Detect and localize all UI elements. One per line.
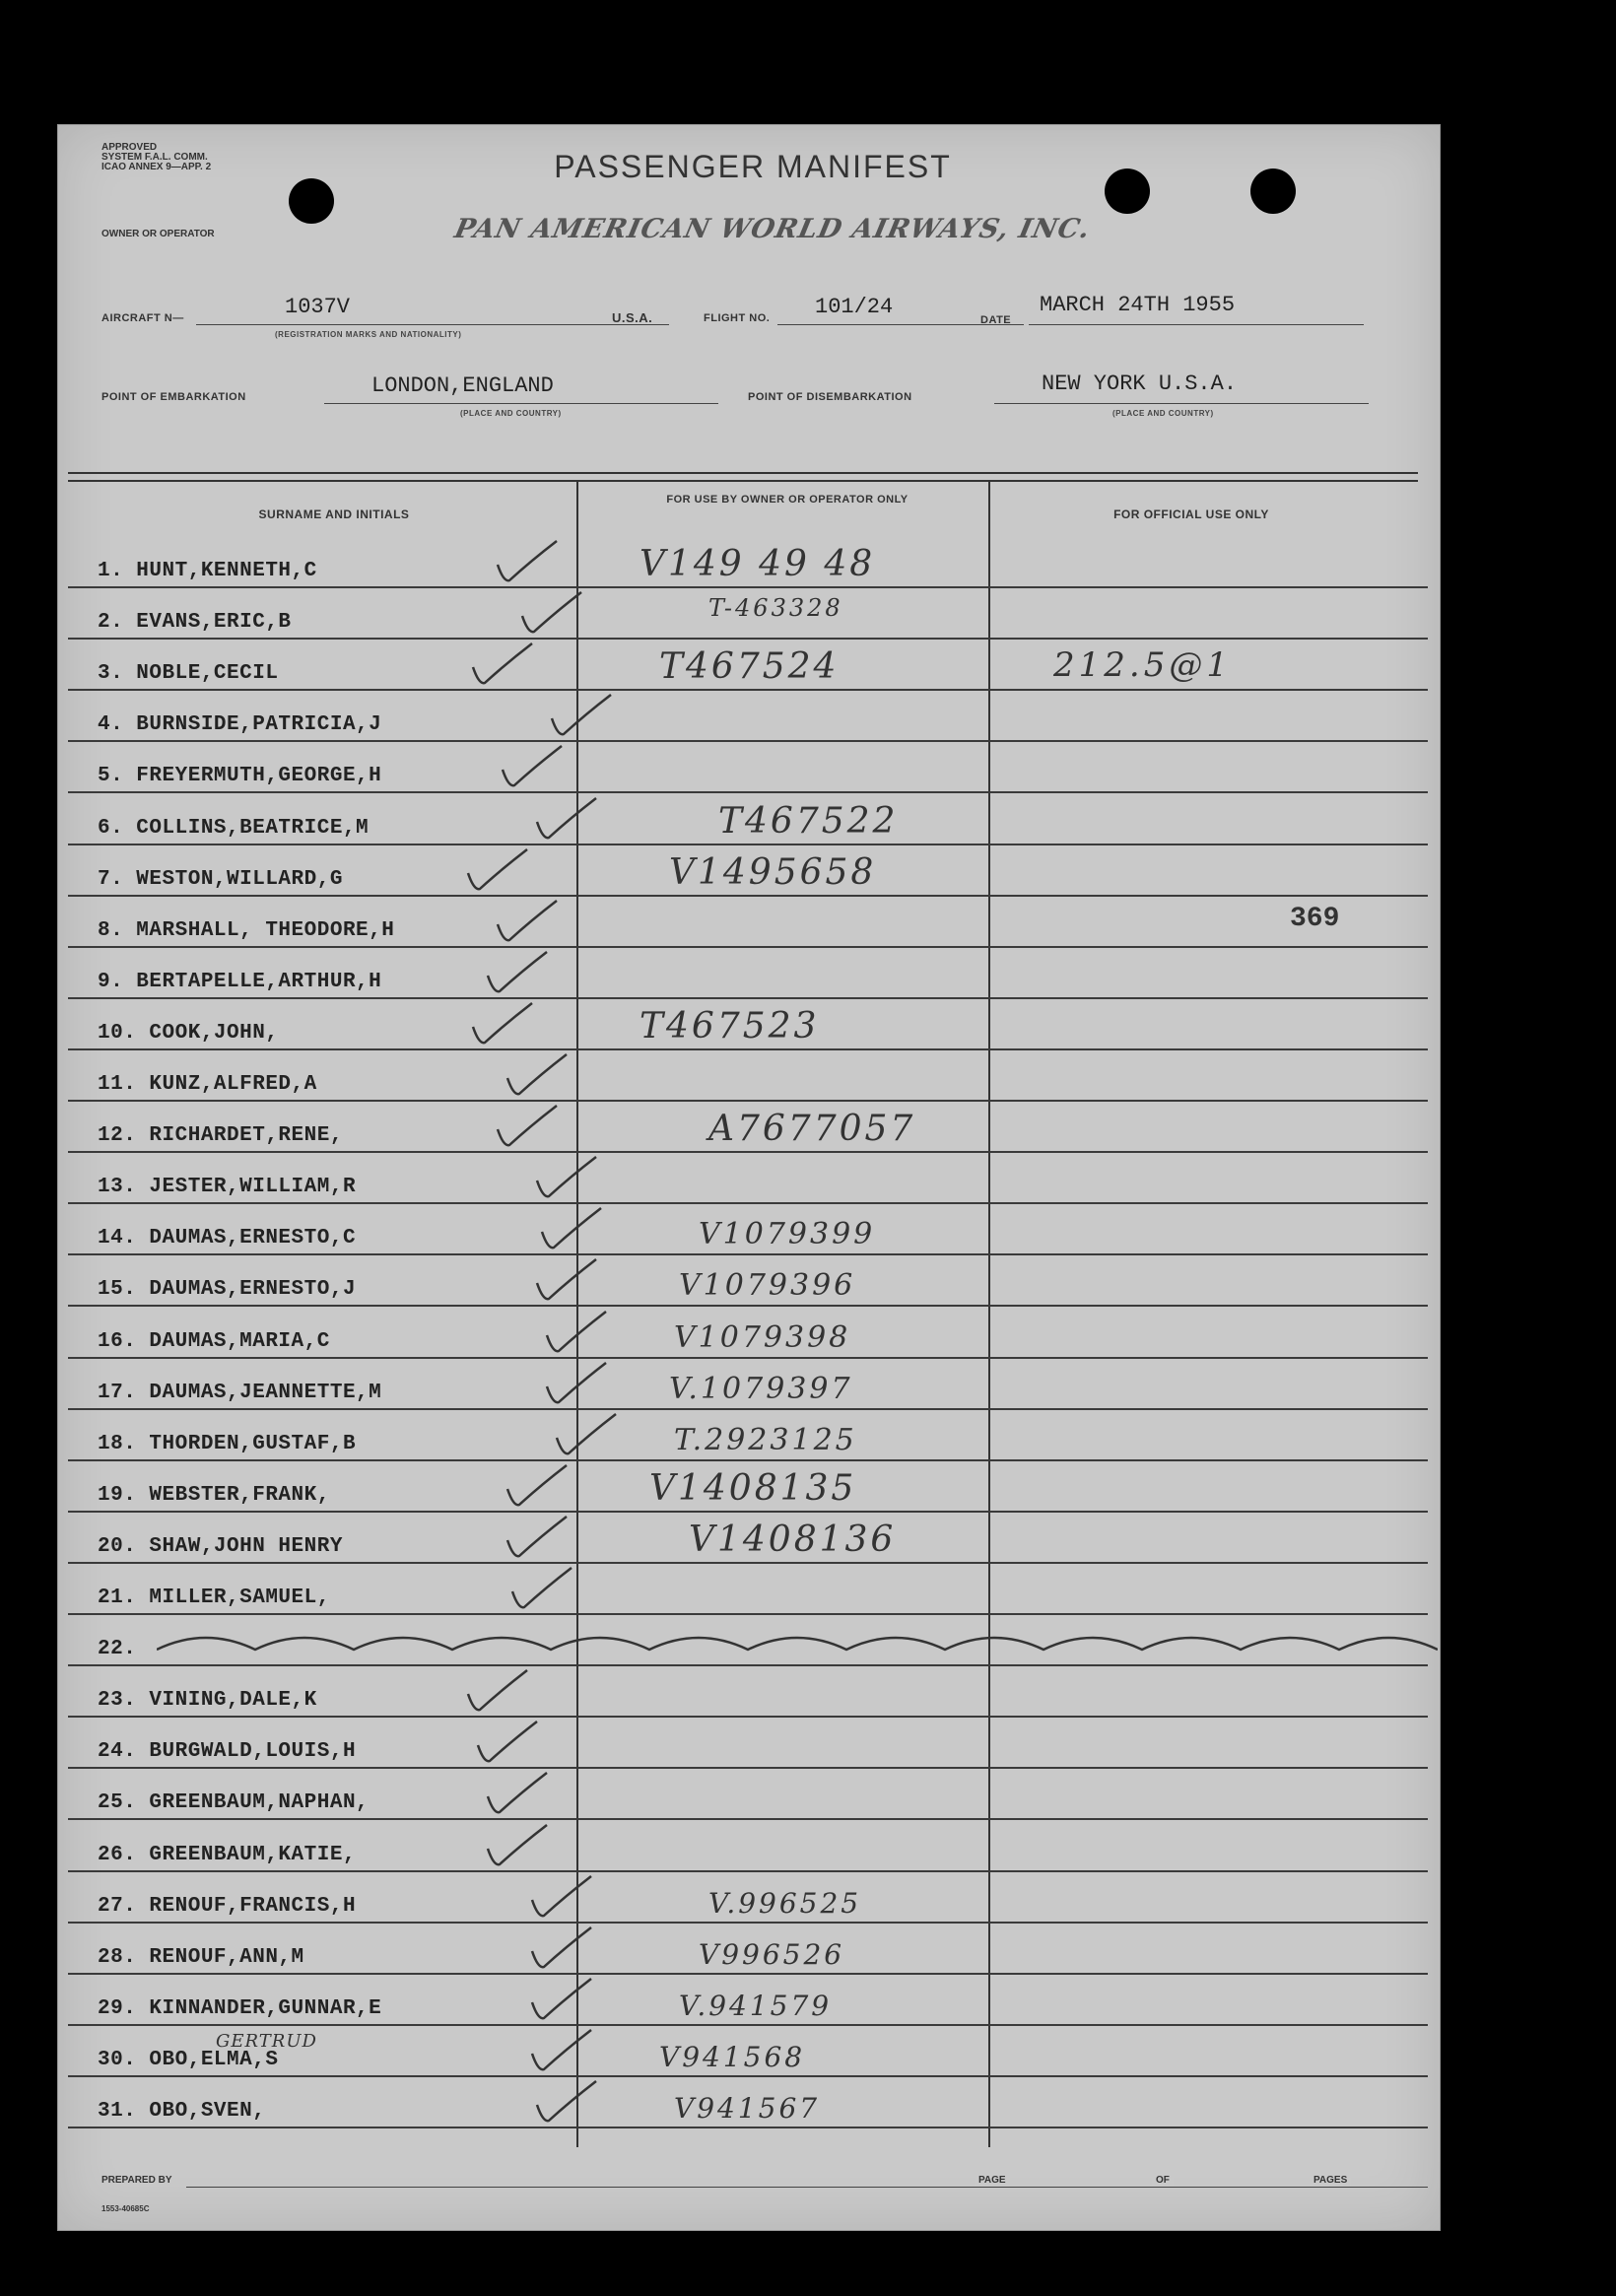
cancel-wave-line [157,1635,1438,1664]
official-note: 212.5@1 [1053,645,1232,686]
passenger-name: 8. MARSHALL, THEODORE,H [98,918,395,942]
of-label: OF [1152,2175,1174,2186]
document-number: T-463328 [708,594,843,623]
check-mark-icon [467,999,536,1048]
passenger-row [68,588,1428,640]
document-number: V.1079397 [669,1371,853,1406]
check-mark-icon [531,1153,600,1202]
check-mark-icon [502,1513,571,1562]
check-mark-icon [492,537,561,586]
aircraft-label: AIRCRAFT N— [101,312,184,324]
disembark-sub: (PLACE AND COUNTRY) [1112,409,1214,418]
check-mark-icon [492,1102,561,1151]
passenger-row [68,1153,1428,1204]
aircraft-sub: (REGISTRATION MARKS AND NATIONALITY) [275,330,462,339]
aircraft-underline [196,324,669,325]
passenger-row [68,1666,1428,1718]
document-number: T467522 [718,800,899,842]
check-mark-icon [551,1410,620,1459]
passenger-row [68,845,1428,897]
document-number: T467524 [659,646,840,688]
table-top-rule-2 [68,480,1418,482]
document-number: V1079398 [674,1319,851,1355]
disembark-underline [994,403,1369,404]
passenger-name: 20. SHAW,JOHN HENRY [98,1534,343,1558]
document-number: V941567 [674,2092,821,2125]
check-mark-icon [531,794,600,844]
passenger-name: 3. NOBLE,CECIL [98,662,279,686]
aircraft-value: 1037V [285,295,351,319]
handwritten-note: GERTRUD [216,2030,317,2052]
check-mark-icon [526,1872,595,1922]
page-title: PASSENGER MANIFEST [554,149,952,184]
passenger-row [68,1513,1428,1564]
document-number: V1408135 [649,1467,857,1509]
passenger-row [68,1102,1428,1153]
passenger-name: 30. OBO,ELMA,S [98,2048,279,2071]
embark-underline [324,403,718,404]
document-number: V149 49 48 [640,544,876,584]
passenger-row [68,742,1428,793]
manifest-sheet [57,124,1441,2231]
punch-hole-3 [1250,169,1296,214]
official-note: 369 [1290,903,1340,934]
passenger-row [68,948,1428,999]
carrier-name: PAN AMERICAN WORLD AIRWAYS, INC. [451,214,1094,244]
pages-label: PAGES [1310,2175,1351,2186]
approval-note: APPROVED SYSTEM F.A.L. COMM. ICAO ANNEX 9—APP. 2 [101,142,212,172]
passenger-name: 31. OBO,SVEN, [98,2100,266,2123]
flight-value: 101/24 [815,295,894,319]
passenger-row [68,1204,1428,1255]
document-number: T.2923125 [674,1422,857,1457]
date-label: DATE [980,314,1012,326]
passenger-name: 5. FREYERMUTH,GEORGE,H [98,765,382,788]
passenger-row [68,1461,1428,1513]
passenger-row [68,1872,1428,1924]
passenger-name: 22. [98,1638,137,1661]
passenger-name: 12. RICHARDET,RENE, [98,1124,343,1148]
passenger-row [68,1975,1428,2026]
passenger-name: 13. JESTER,WILLIAM,R [98,1176,357,1199]
check-mark-icon [531,1255,600,1305]
passenger-row [68,1410,1428,1461]
embark-value: LONDON,ENGLAND [371,373,554,398]
check-mark-icon [531,2077,600,2127]
passenger-name: 25. GREENBAUM,NAPHAN, [98,1791,370,1815]
passenger-row [68,1821,1428,1872]
document-number: T467523 [640,1005,820,1047]
passenger-name: 2. EVANS,ERIC,B [98,611,292,635]
passenger-row [68,1769,1428,1820]
passenger-name: 19. WEBSTER,FRANK, [98,1483,330,1507]
passenger-name: 16. DAUMAS,MARIA,C [98,1329,330,1353]
check-mark-icon [502,1050,571,1100]
check-mark-icon [492,897,561,946]
check-mark-icon [482,1821,551,1870]
passenger-name: 4. BURNSIDE,PATRICIA,J [98,713,382,737]
passenger-name: 26. GREENBAUM,KATIE, [98,1843,357,1866]
disembark-label: POINT OF DISEMBARKATION [748,391,912,403]
passenger-row [68,1050,1428,1102]
passenger-name: 11. KUNZ,ALFRED,A [98,1073,317,1096]
document-number: A7677057 [708,1109,916,1150]
passenger-row [68,640,1428,691]
passenger-row [68,537,1428,588]
passenger-row [68,1718,1428,1769]
punch-hole-1 [289,178,334,224]
check-mark-icon [526,1975,595,2024]
passenger-name: 9. BERTAPELLE,ARTHUR,H [98,970,382,993]
check-mark-icon [482,948,551,997]
passenger-name: 21. MILLER,SAMUEL, [98,1587,330,1609]
document-number: V1408136 [689,1519,897,1560]
passenger-name: 10. COOK,JOHN, [98,1021,279,1045]
passenger-row [68,2077,1428,2128]
prepared-by-label: PREPARED BY [101,2175,172,2186]
passenger-name: 18. THORDEN,GUSTAF,B [98,1432,357,1455]
owner-label: OWNER OR OPERATOR [101,229,215,239]
form-number: 1553-40685C [101,2204,150,2213]
check-mark-icon [462,1666,531,1716]
document-number: V1495658 [669,851,877,893]
check-mark-icon [497,742,566,791]
passenger-row [68,2026,1428,2077]
check-mark-icon [472,1718,541,1767]
check-mark-icon [516,588,585,638]
passenger-row [68,691,1428,742]
check-mark-icon [482,1769,551,1818]
row-rule [68,2127,1428,2128]
check-mark-icon [546,691,615,740]
disembark-value: NEW YORK U.S.A. [1042,371,1238,396]
passenger-row [68,1615,1428,1666]
document-number: V941568 [659,2040,806,2073]
passenger-row [68,897,1428,948]
passenger-name: 1. HUNT,KENNETH,C [98,560,317,582]
check-mark-icon [502,1461,571,1511]
date-value: MARCH 24TH 1955 [1040,293,1236,317]
column-header-surname: SURNAME AND INITIALS [258,507,410,521]
table-top-rule-1 [68,472,1418,474]
passenger-name: 14. DAUMAS,ERNESTO,C [98,1227,357,1250]
page-label: PAGE [975,2175,1010,2186]
passenger-row [68,999,1428,1050]
passenger-row [68,1359,1428,1410]
passenger-row [68,1924,1428,1975]
document-number: V1079399 [699,1217,876,1252]
flight-label: FLIGHT NO. [704,312,771,324]
check-mark-icon [536,1204,605,1253]
document-number: V996526 [699,1937,845,1971]
embark-label: POINT OF EMBARKATION [101,391,246,403]
passenger-name: 17. DAUMAS,JEANNETTE,M [98,1381,382,1404]
passenger-row [68,794,1428,845]
check-mark-icon [462,845,531,895]
passenger-row [68,1564,1428,1615]
check-mark-icon [506,1564,575,1613]
passenger-name: 7. WESTON,WILLARD,G [98,867,343,891]
document-number: V.941579 [679,1989,833,2022]
passenger-row [68,1255,1428,1307]
passenger-name: 29. KINNANDER,GUNNAR,E [98,1996,382,2020]
passenger-name: 27. RENOUF,FRANCIS,H [98,1894,357,1918]
column-header-owner: FOR USE BY OWNER OR OPERATOR ONLY [666,494,909,506]
passenger-name: 24. BURGWALD,LOUIS,H [98,1740,357,1764]
check-mark-icon [541,1308,610,1357]
date-underline [1029,324,1364,325]
document-number: V1079396 [679,1268,856,1304]
footer-underline [186,2187,1428,2188]
passenger-name: 15. DAUMAS,ERNESTO,J [98,1278,357,1302]
column-header-official: FOR OFFICIAL USE ONLY [1113,507,1269,521]
usa-label: U.S.A. [612,310,653,325]
document-number: V.996525 [708,1886,862,1920]
check-mark-icon [526,2026,595,2075]
passenger-name: 6. COLLINS,BEATRICE,M [98,816,370,840]
passenger-name: 23. VINING,DALE,K [98,1689,317,1713]
embark-sub: (PLACE AND COUNTRY) [460,409,562,418]
punch-hole-2 [1105,169,1150,214]
check-mark-icon [526,1924,595,1973]
passenger-name: 28. RENOUF,ANN,M [98,1945,304,1969]
check-mark-icon [541,1359,610,1408]
check-mark-icon [467,640,536,689]
passenger-row [68,1308,1428,1359]
